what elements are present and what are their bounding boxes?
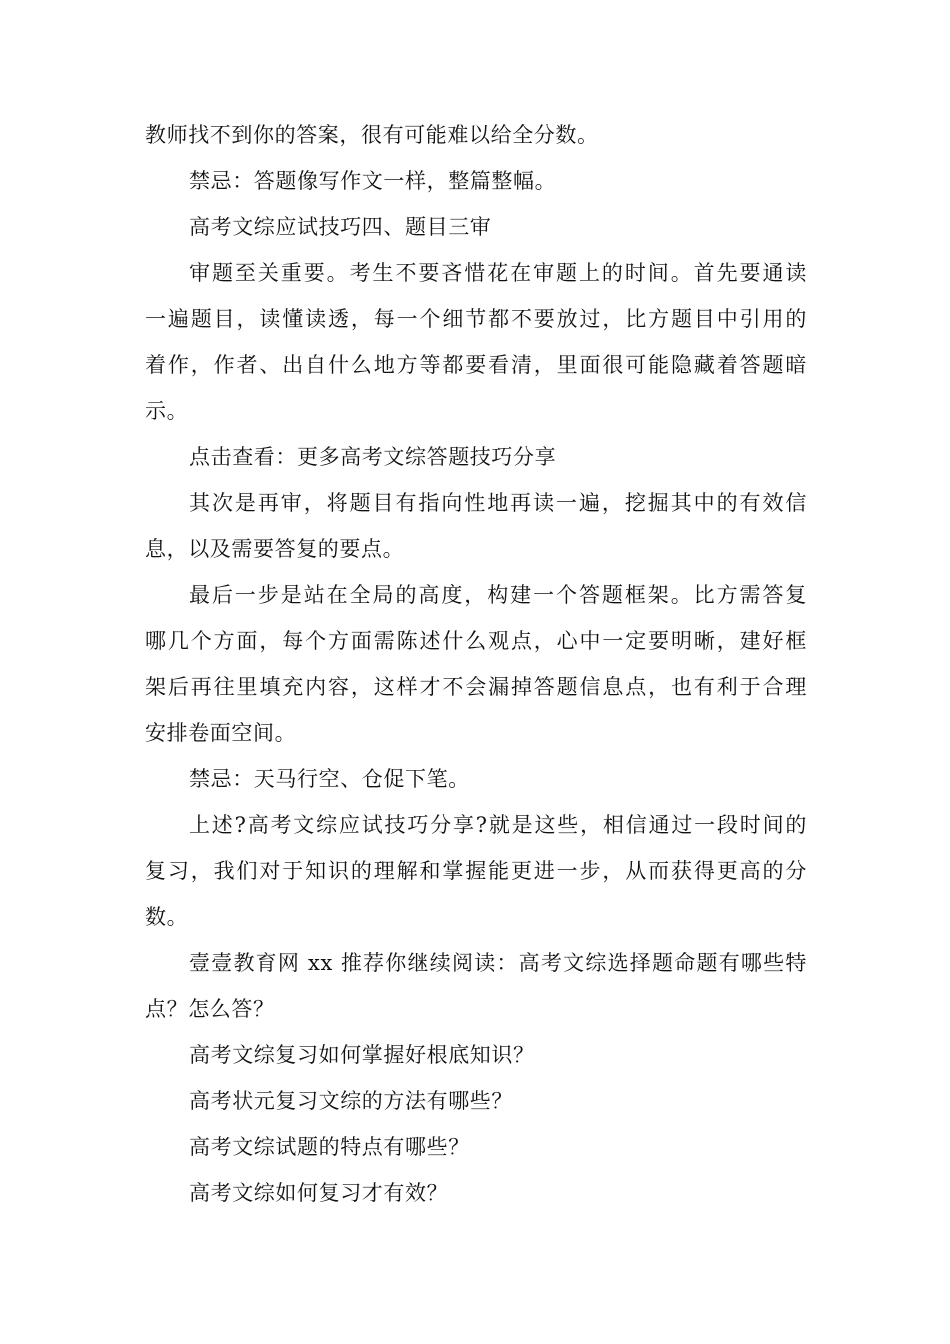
text-line: 点？怎么答？ [145,997,275,1021]
text-line: 禁忌：天马行空、仓促下笔。 [189,767,470,791]
text-line: 安排卷面空间。 [145,721,297,745]
text-line: 高考文综如何复习才有效？ [189,1181,449,1205]
text-line: 审题至关重要。考生不要吝惜花在审题上的时间。首先要通读 [189,261,807,285]
text-line: 着作，作者、出自什么地方等都要看清，里面很可能隐藏着答题暗 [145,353,807,377]
text-line: 息，以及需要答复的要点。 [145,537,405,561]
document-page [145,112,807,1216]
text-line: 示。 [145,399,189,423]
text-line: 最后一步是站在全局的高度，构建一个答题框架。比方需答复 [189,583,807,607]
text-line: 复习，我们对于知识的理解和掌握能更进一步，从而获得更高的分 [145,859,807,883]
text-line: 数。 [145,905,189,929]
text-line: 禁忌：答题像写作文一样，整篇整幅。 [189,169,557,193]
text-line: 高考文综试题的特点有哪些？ [189,1135,470,1159]
text-line: 壹壹教育网 xx 推荐你继续阅读：高考文综选择题命题有哪些特 [189,951,807,975]
text-line: 一遍题目，读懂读透，每一个细节都不要放过，比方题目中引用的 [145,307,807,331]
text-line: 点击查看：更多高考文综答题技巧分享 [189,445,557,469]
text-line: 高考文综应试技巧四、题目三审 [189,215,492,239]
text-line: 高考文综复习如何掌握好根底知识？ [189,1043,535,1067]
text-line: 上述?高考文综应试技巧分享?就是这些，相信通过一段时间的 [189,813,807,837]
text-line: 高考状元复习文综的方法有哪些？ [189,1089,513,1113]
text-line: 教师找不到你的答案，很有可能难以给全分数。 [145,123,599,147]
text-line: 架后再往里填充内容，这样才不会漏掉答题信息点，也有利于合理 [145,675,807,699]
text-line: 哪几个方面，每个方面需陈述什么观点，心中一定要明晰，建好框 [145,629,807,653]
text-line: 其次是再审，将题目有指向性地再读一遍，挖掘其中的有效信 [189,491,807,515]
